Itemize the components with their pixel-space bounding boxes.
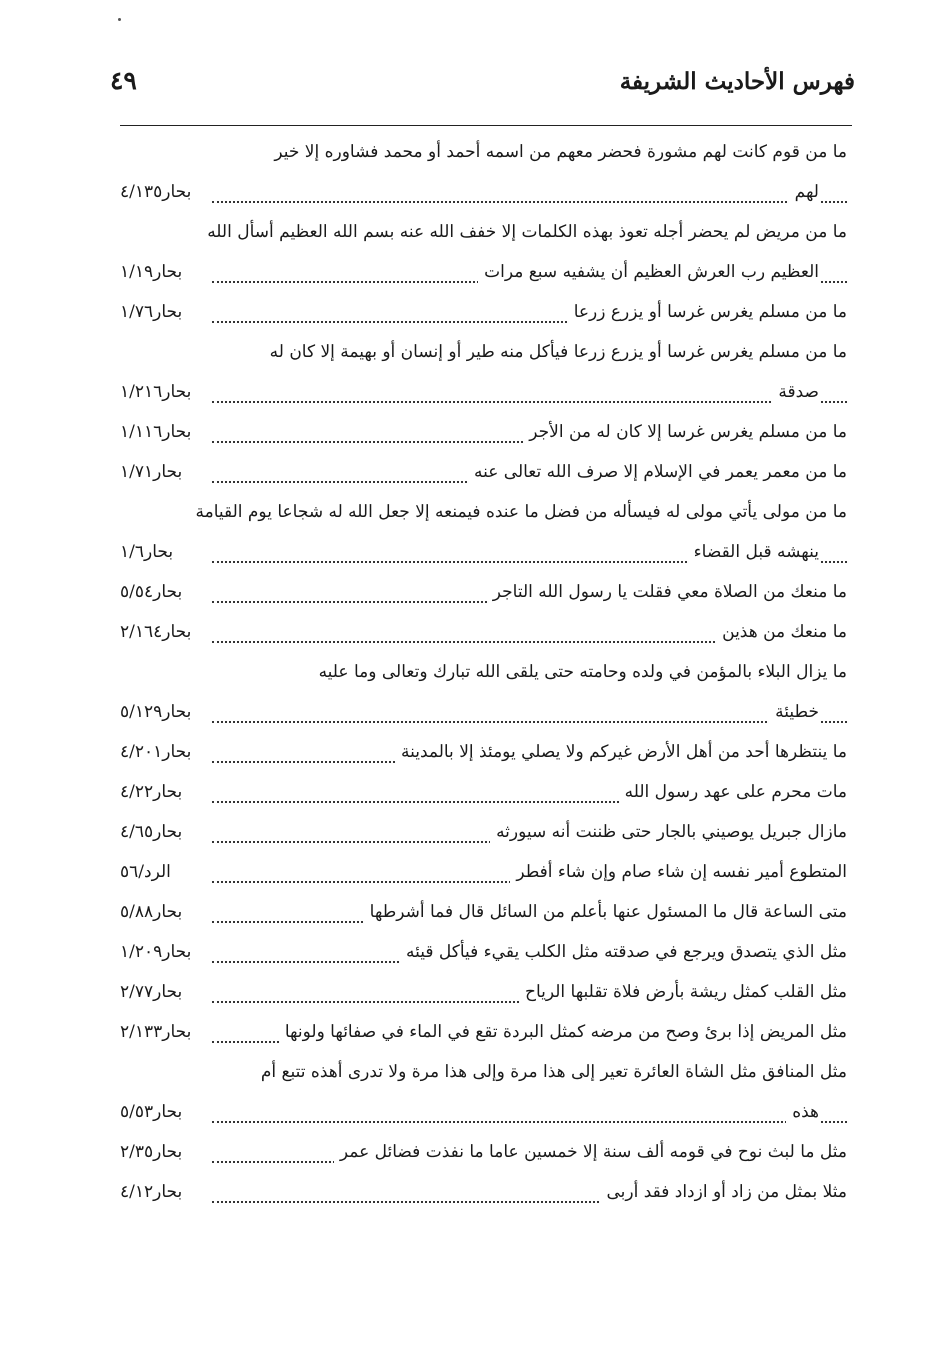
entry-line [120, 132, 847, 172]
source-reference: بحار١/٢١٦ [120, 382, 192, 402]
scan-speck [118, 18, 121, 21]
index-entry [120, 1052, 847, 1132]
entry-text: صدقة [772, 372, 819, 412]
index-entry [120, 972, 847, 1012]
entry-text: مثل القلب كمثل ريشة بأرض فلاة تقلبها الرياح [519, 972, 847, 1012]
entry-line [120, 612, 847, 652]
dot-leader [212, 812, 847, 852]
entry-text: ما منعك من الصلاة معي فقلت يا رسول الله التاجر [487, 572, 847, 612]
entry-line [120, 332, 847, 372]
source-reference: بحار٤/١٢ [120, 1182, 183, 1202]
source-reference: بحار٢/٣٥ [120, 1142, 183, 1162]
entry-line [120, 1172, 847, 1212]
source-reference: بحار٥/٨٨ [120, 902, 183, 922]
index-entry [120, 652, 847, 732]
entry-line [120, 732, 847, 772]
entry-line [120, 852, 847, 892]
entry-line [120, 1052, 847, 1092]
source-reference: بحار١/٢٠٩ [120, 942, 192, 962]
entry-text: العظيم رب العرش العظيم أن يشفيه سبع مرات [478, 252, 819, 292]
entry-text: مازال جبريل يوصيني بالجار حتى ظننت أنه سيورثه [490, 812, 847, 852]
dot-leader [212, 612, 847, 652]
entry-line [120, 372, 847, 412]
index-entry [120, 772, 847, 812]
index-entry [120, 212, 847, 292]
entry-text: المتطوع أمير نفسه إن شاء صام وإن شاء أفطر [510, 852, 847, 892]
source-reference: بحار٤/٦٥ [120, 822, 183, 842]
source-reference: بحار١/١١٦ [120, 422, 192, 442]
entry-text: ما من مسلم يغرس غرسا أو يزرع زرعا فيأكل منه طير أو إنسان أو بهيمة إلا كان له [269, 342, 847, 362]
entry-line [120, 252, 847, 292]
entry-line [120, 812, 847, 852]
index-entry [120, 1172, 847, 1212]
dot-leader [212, 692, 847, 732]
source-reference: بحار١/٧١ [120, 462, 183, 482]
dot-leader [212, 1092, 847, 1132]
entry-text: ما من مولى يأتي مولى له فيسأله من فضل ما عنده فيمنعه إلا جعل الله له شجاعا يوم القيامة [195, 502, 847, 522]
dot-leader [212, 572, 847, 612]
index-entry [120, 572, 847, 612]
entry-text: هذه [786, 1092, 819, 1132]
page-title: فهرس الأحاديث الشريفة [619, 68, 855, 95]
dot-leader [212, 1172, 847, 1212]
source-reference: بحار١/١٩ [120, 262, 183, 282]
entry-text: مثل ما لبث نوح في قومه ألف سنة إلا خمسين عاما ما نفذت فضائل عمر [334, 1132, 847, 1172]
entry-text: ما من مسلم يغرس غرسا إلا كان له من الأجر [523, 412, 847, 452]
index-entry [120, 332, 847, 412]
entry-line [120, 1012, 847, 1052]
source-reference: بحار٥/١٢٩ [120, 702, 192, 722]
entry-line [120, 1092, 847, 1132]
index-entry [120, 892, 847, 932]
dot-leader [212, 932, 847, 972]
dot-leader [212, 732, 847, 772]
source-reference: الرد/٥٦ [120, 862, 171, 882]
entry-line [120, 932, 847, 972]
source-reference: بحار٢/١٣٣ [120, 1022, 192, 1042]
index-entry [120, 812, 847, 852]
source-reference: بحار٢/٧٧ [120, 982, 183, 1002]
entry-text: مثل الذي يتصدق ويرجع في صدقته مثل الكلب يقيء فيأكل قيئه [400, 932, 847, 972]
entry-line [120, 772, 847, 812]
entry-text: ما يزال البلاء بالمؤمن في ولده وحامته حتى يلقى الله تبارك وتعالى وما عليه [318, 662, 847, 682]
entry-line [120, 532, 847, 572]
index-entry [120, 732, 847, 772]
source-reference: بحار١/٧٦ [120, 302, 183, 322]
dot-leader [212, 252, 847, 292]
dot-leader [212, 452, 847, 492]
source-reference: بحار١/٦ [120, 542, 174, 562]
entry-text: ينهشه قبل القضاء [688, 532, 819, 572]
dot-leader-dots [212, 721, 847, 723]
source-reference: بحار٥/٥٤ [120, 582, 183, 602]
entry-text: ما منعك من هذين [716, 612, 847, 652]
entry-line [120, 1132, 847, 1172]
dot-leader-dots [212, 401, 847, 403]
dot-leader [212, 772, 847, 812]
index-entry [120, 452, 847, 492]
entry-text: مات محرم على عهد رسول الله [619, 772, 847, 812]
index-entry [120, 132, 847, 212]
dot-leader [212, 1012, 847, 1052]
entry-line [120, 892, 847, 932]
source-reference: بحار٢/١٦٤ [120, 622, 192, 642]
entry-text: ما من مريض لم يحضر أجله تعوذ بهذه الكلمات إلا خفف الله عنه بسم الله العظيم أسأل الله [207, 222, 847, 242]
dot-leader [212, 412, 847, 452]
source-reference: بحار٤/١٣٥ [120, 182, 192, 202]
entry-line [120, 412, 847, 452]
page-header [110, 60, 855, 126]
index-entry [120, 412, 847, 452]
entry-line [120, 172, 847, 212]
entry-text: مثل المريض إذا برئ وصح من مرضه كمثل البردة تقع في الماء في صفائها ولونها [279, 1012, 847, 1052]
source-reference: بحار٤/٢٢ [120, 782, 183, 802]
index-entry [120, 292, 847, 332]
entry-text: خطيئة [769, 692, 819, 732]
dot-leader-dots [212, 201, 847, 203]
entry-line [120, 692, 847, 732]
entry-line [120, 972, 847, 1012]
index-entry [120, 492, 847, 572]
entry-text: ما من معمر يعمر في الإسلام إلا صرف الله تعالى عنه [468, 452, 847, 492]
entry-text: مثلا بمثل من زاد أو ازداد فقد أربى [600, 1172, 847, 1212]
entry-text: ما من قوم كانت لهم مشورة فحضر معهم من اسمه أحمد أو محمد فشاوره إلا خير [274, 142, 847, 162]
index-entry [120, 852, 847, 892]
index-entry [120, 1012, 847, 1052]
dot-leader [212, 532, 847, 572]
entry-line [120, 572, 847, 612]
dot-leader [212, 892, 847, 932]
entry-text: لهم [789, 172, 819, 212]
index-entry [120, 612, 847, 652]
entry-line [120, 212, 847, 252]
dot-leader [212, 972, 847, 1012]
entry-line [120, 452, 847, 492]
dot-leader [212, 1132, 847, 1172]
dot-leader [212, 172, 847, 212]
index-entry [120, 932, 847, 972]
entry-line [120, 652, 847, 692]
dot-leader-dots [212, 1121, 847, 1123]
header-rule [120, 125, 852, 126]
entry-text: مثل المنافق مثل الشاة العائرة تعير إلى هذا مرة وإلى هذا مرة ولا تدرى أهذه تتبع أم [260, 1062, 847, 1082]
entry-line [120, 292, 847, 332]
hadith-index-list [120, 132, 847, 1212]
source-reference: بحار٥/٥٣ [120, 1102, 183, 1122]
dot-leader [212, 852, 847, 892]
entry-text: ما ينتظرها أحد من أهل الأرض غيركم ولا يصلي يومئذ إلا بالمدينة [395, 732, 847, 772]
entry-text: متى الساعة قال ما المسئول عنها بأعلم من السائل قال فما أشرطها [364, 892, 847, 932]
entry-text: ما من مسلم يغرس غرسا أو يزرع زرعا [568, 292, 847, 332]
dot-leader [212, 292, 847, 332]
dot-leader [212, 372, 847, 412]
page-number: ٤٩ [110, 66, 137, 95]
index-entry [120, 1132, 847, 1172]
entry-line [120, 492, 847, 532]
source-reference: بحار٤/٢٠١ [120, 742, 192, 762]
